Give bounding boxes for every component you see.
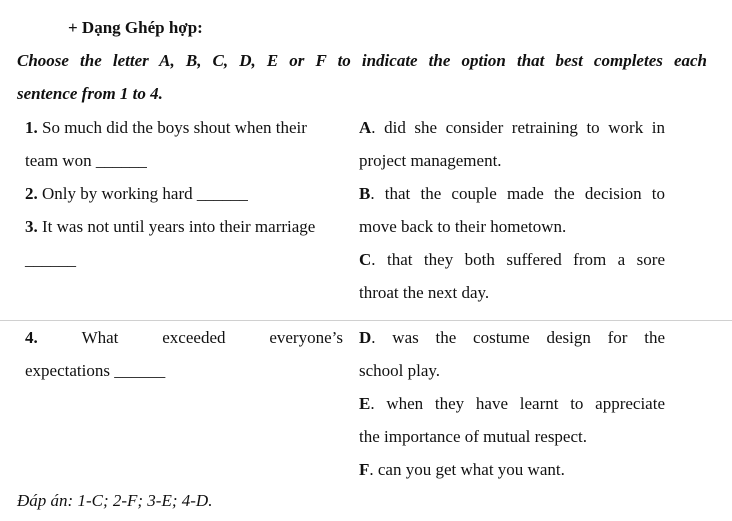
question-number: 1. (25, 118, 38, 137)
option-a-line-2: project management. (359, 151, 502, 170)
option-text: . when they have learnt to appreciate (370, 394, 665, 413)
option-d-line-2: school play. (359, 361, 441, 380)
option-letter: A (359, 118, 372, 137)
instructions-line-1: Choose the letter A, B, C, D, E or F to indicate the option that best completes each (17, 51, 707, 70)
question-4-line-2: expectations ______ (25, 361, 166, 380)
option-f (359, 460, 565, 480)
question-text: It was not until years into their marriage (37, 217, 316, 236)
option-c-line-2: throat the next day. (359, 283, 490, 302)
option-text: . did she consider retraining to work in (371, 118, 665, 137)
page-break-divider (0, 320, 732, 321)
option-b-line-2: move back to their hometown. (359, 217, 567, 236)
option-text: . that the couple made the decision to (370, 184, 665, 203)
option-c-line-1 (359, 250, 665, 270)
option-letter: D (359, 328, 372, 347)
option-letter: F (359, 460, 370, 479)
option-letter: C (359, 250, 372, 269)
question-number: 4. (25, 328, 38, 347)
question-text: So much did the boys shout when their (37, 118, 307, 137)
option-e-line-2: the importance of mutual respect. (359, 427, 587, 446)
question-number: 3. (25, 217, 38, 236)
question-3-line-1 (25, 217, 315, 237)
option-d-line-1 (359, 328, 665, 348)
answer-key: Đáp án: 1-C; 2-F; 3-E; 4-D. (17, 491, 213, 510)
option-letter: B (359, 184, 371, 203)
question-word: everyone’s (269, 328, 343, 347)
question-text: Only by working hard ______ (37, 184, 248, 203)
question-2 (25, 184, 248, 204)
question-1-line-1 (25, 118, 345, 138)
question-4-line-1 (25, 328, 343, 348)
option-text: . that they both suffered from a sore (371, 250, 665, 269)
question-3-line-2: ______ (25, 250, 76, 269)
option-text: . was the costume design for the (371, 328, 665, 347)
question-1-line-2: team won ______ (25, 151, 147, 170)
option-text: . can you get what you want. (369, 460, 565, 479)
option-e-line-1 (359, 394, 665, 414)
option-letter: E (359, 394, 371, 413)
section-title: + Dạng Ghép hợp: (68, 18, 203, 37)
instructions-line-2: sentence from 1 to 4. (17, 84, 163, 103)
question-word: exceeded (162, 328, 226, 347)
question-word: What (81, 328, 119, 347)
question-number: 2. (25, 184, 38, 203)
option-b-line-1 (359, 184, 665, 204)
option-a-line-1 (359, 118, 665, 138)
